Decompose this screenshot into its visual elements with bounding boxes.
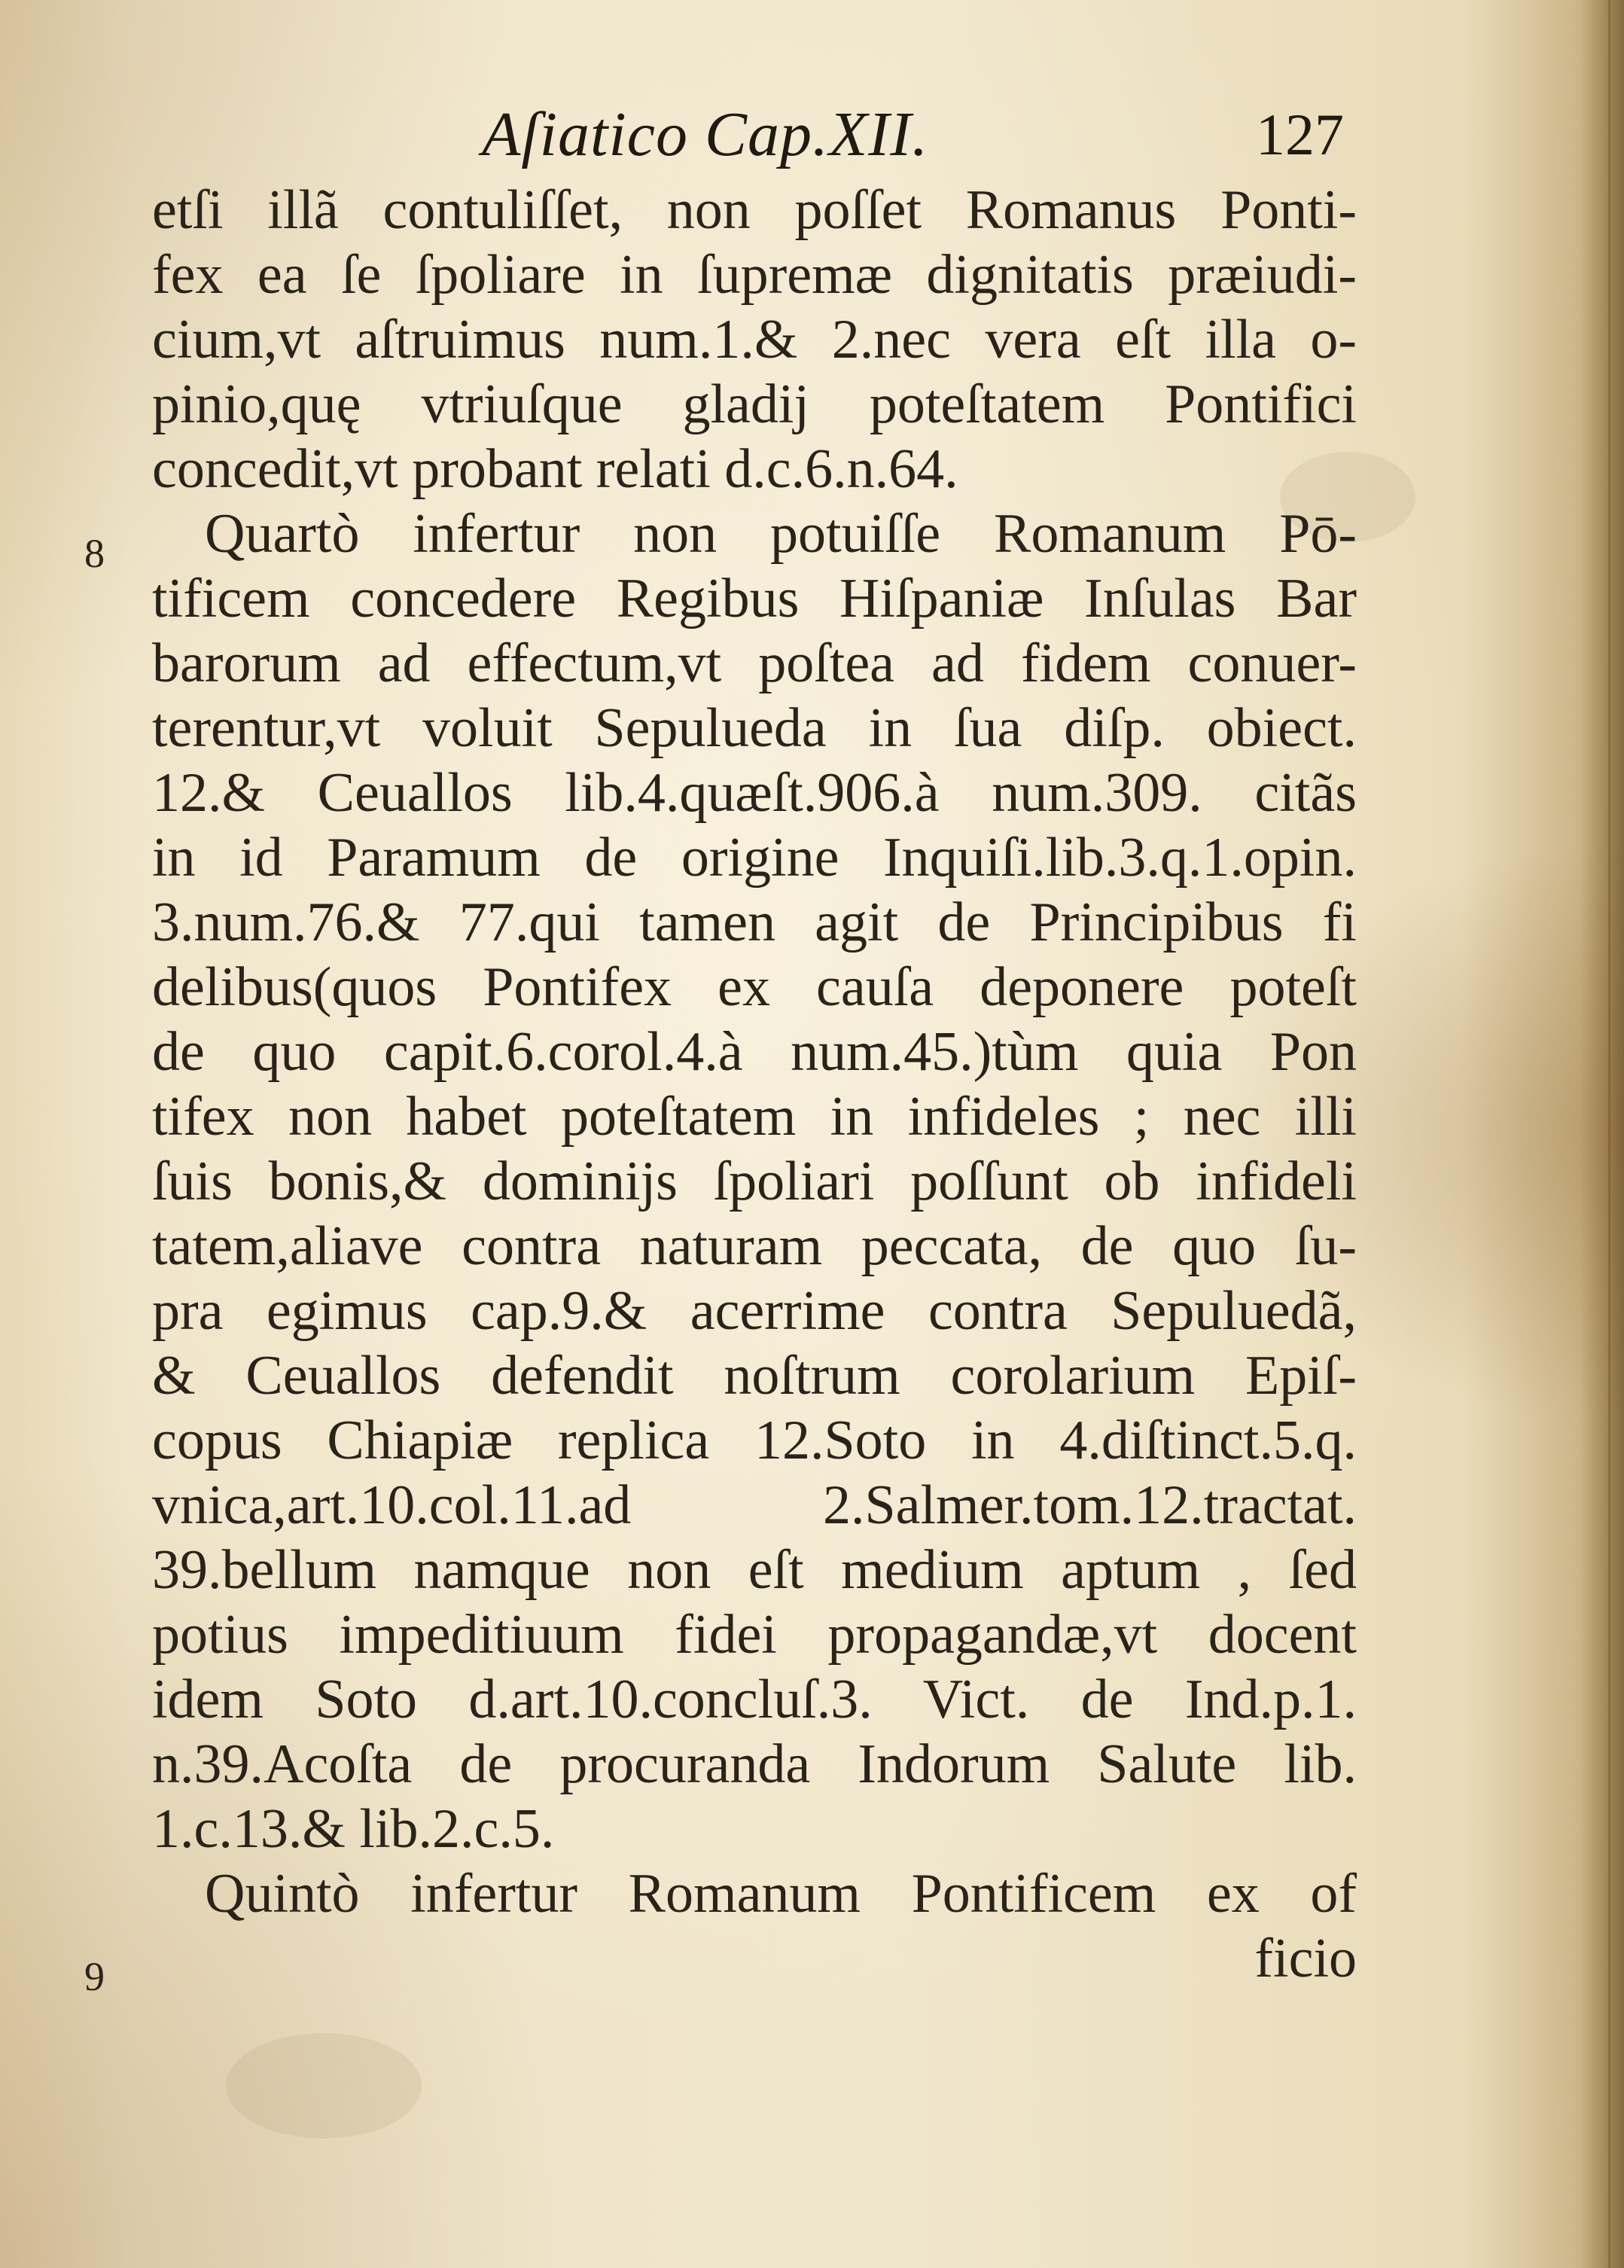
text-line: copus Chiapiæ replica 12.Soto in 4.diſtinct.5.q.	[152, 1410, 1357, 1471]
text-line: 39.bellum namque non eſt medium aptum , ſed	[152, 1539, 1357, 1601]
text-line: 1.c.13.& lib.2.c.5.	[152, 1798, 555, 1860]
text-line: tatem,aliave contra naturam peccata, de quo ſu-	[152, 1215, 1357, 1277]
text-line: in id Paramum de origine Inquiſi.lib.3.q.1.opin.	[152, 827, 1357, 889]
running-title: Aſiatico Cap.XII.	[482, 99, 929, 169]
catchword: ficio	[1254, 1928, 1357, 1989]
text-line: fex ea ſe ſpoliare in ſupremæ dignitatis præiudi-	[152, 244, 1357, 306]
text-line: terentur,vt voluit Sepulueda in ſua diſp. obiect.	[152, 697, 1357, 759]
text-line: etſi illã contuliſſet, non poſſet Romanus Ponti-	[152, 179, 1357, 241]
text-line: delibus(quos Pontifex ex cauſa deponere poteſt	[152, 956, 1357, 1018]
text-line: Quartò infertur non potuiſſe Romanum Pō-	[205, 503, 1357, 565]
text-line: concedit,vt probant relati d.c.6.n.64.	[152, 438, 958, 500]
text-line: Quintò infertur Romanum Pontificem ex of	[205, 1863, 1357, 1925]
text-line: barorum ad effectum,vt poſtea ad fidem conuer-	[152, 633, 1357, 694]
text-line: 12.& Ceuallos lib.4.quæſt.906.à num.309. citãs	[152, 762, 1357, 824]
text-line: n.39.Acoſta de procuranda Indorum Salute lib.	[152, 1733, 1357, 1795]
text-line: cium,vt aſtruimus num.1.& 2.nec vera eſt illa o-	[152, 309, 1357, 370]
text-line: potius impeditiuum fidei propagandæ,vt docent	[152, 1604, 1357, 1666]
page-stain	[226, 2033, 422, 2138]
text-line: & Ceuallos defendit noſtrum corolarium Epiſ-	[152, 1345, 1357, 1407]
text-line: vnica,art.10.col.11.ad 2.Salmer.tom.12.tractat.	[152, 1474, 1357, 1536]
text-line: tificem concedere Regibus Hiſpaniæ Inſulas Bar	[152, 568, 1357, 629]
text-line: tifex non habet poteſtatem in infideles ; nec illi	[152, 1086, 1357, 1148]
margin-number-9: 9	[84, 1954, 105, 1999]
body-text	[152, 178, 1357, 1991]
text-line: de quo capit.6.corol.4.à num.45.)tùm quia Pon	[152, 1021, 1357, 1083]
binding-edge	[1580, 0, 1624, 2268]
text-line: pinio,quę vtriuſque gladij poteſtatem Pontifici	[152, 373, 1357, 435]
text-line: pra egimus cap.9.& acerrime contra Sepuluedã,	[152, 1280, 1357, 1342]
page-number: 127	[1256, 102, 1344, 167]
margin-number-8: 8	[84, 531, 105, 576]
text-line: ſuis bonis,& dominijs ſpoliari poſſunt ob infideli	[152, 1151, 1357, 1212]
binding-line	[1608, 0, 1610, 2268]
text-line: idem Soto d.art.10.concluſ.3. Vict. de Ind.p.1.	[152, 1669, 1357, 1730]
text-line: 3.num.76.& 77.qui tamen agit de Principibus fi	[152, 892, 1357, 953]
